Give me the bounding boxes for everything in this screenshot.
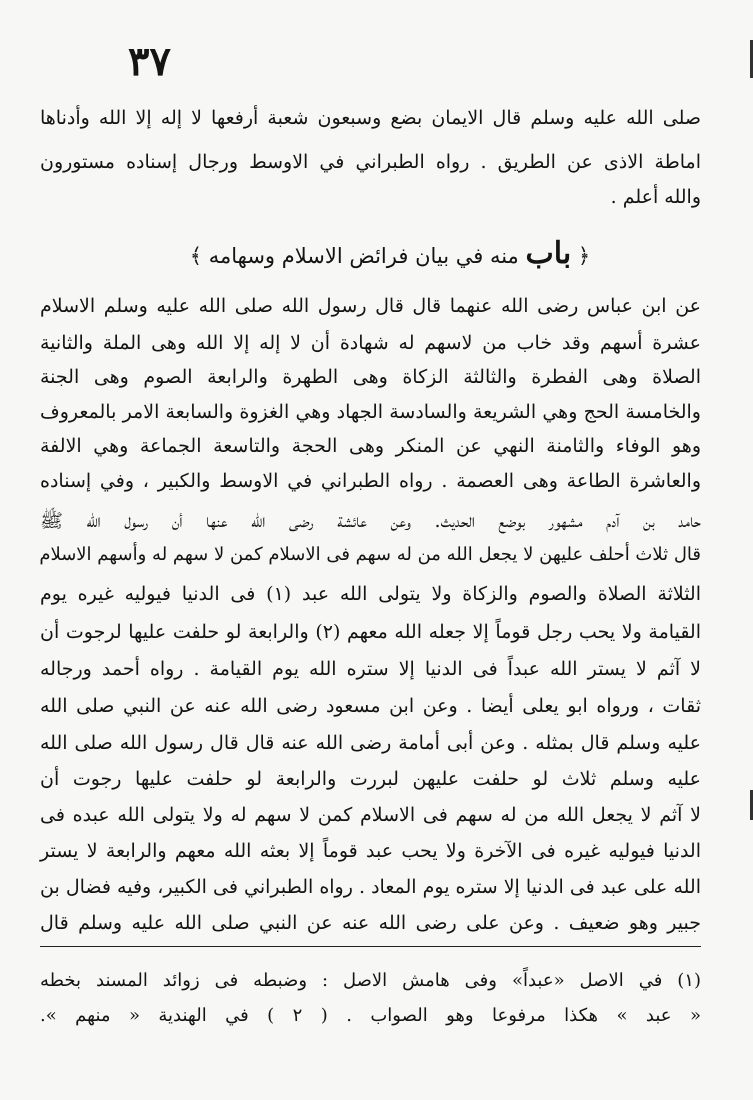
footnote-line-2: « عبد » هكذا مرفوعا وهو الصواب . ( ٢ ) في الهندية « منهم ».: [40, 1005, 701, 1026]
heading-title: منه في بيان فرائض الاسلام وسهامه: [208, 244, 519, 268]
body-line-8: قال ثلاث أحلف عليهن لا يجعل الله من له سهم فى الاسلام كمن لا سهم له وأسهم الاسلام: [39, 544, 701, 565]
body-line-11: لا آثم لا يستر الله عبداً فى الدنيا إلا ستره الله يوم القيامة . رواه أحمد ورجاله: [40, 658, 701, 680]
body-line-6: والعاشرة الطاعة وهى العصمة . رواه الطبراني في الاوسط والكبير ، وفي إسناده: [40, 470, 701, 492]
body-line-3: الصلاة وهى الفطرة والثالثة الزكاة وهى الطهرة والرابعة الصوم وهى الجنة: [40, 366, 701, 388]
body-line-2: عشرة أسهم وقد خاب من لاسهم له شهادة أن لا إله إلا الله وهى الملة والثانية: [40, 332, 701, 354]
intro-line-1: صلى الله عليه وسلم قال الايمان بضع وسبعون شعبة أرفعها لا إله إلا الله وأدناها: [40, 107, 701, 129]
body-line-15: لا آثم لا يجعل الله من له سهم فى الاسلام كمن لا سهم له ولا يتولى الله عبده فى: [40, 804, 701, 826]
footnote-separator: [40, 946, 701, 947]
intro-line-2: اماطة الاذى عن الطريق . رواه الطبراني في الاوسط ورجال إسناده مستورون: [40, 151, 701, 173]
body-line-7: حامد بن آدم مشهور بوضع الحديث. وعن عائشة رضى الله عنها أن رسول الله ﷺ: [40, 510, 701, 532]
body-line-14: عليه وسلم ثلاث لو حلفت عليهن لبررت والرابعة لو حلفت عليها رجوت أن: [40, 768, 701, 790]
footnote-line-1: (١) في الاصل «عبداً» وفى هامش الاصل : وضبطه فى زوائد المسند بخطه: [40, 970, 701, 991]
page-number: ٣٧: [128, 38, 171, 85]
body-line-13: عليه وسلم قال بمثله . وعن أبى أمامة رضى الله عنه قال قال رسول الله صلى الله: [40, 732, 701, 754]
body-line-5: وهو الوفاء والثامنة النهي عن المنكر وهى الحجة والتاسعة الجماعة وهي الالفة: [40, 435, 701, 457]
body-line-1: عن ابن عباس رضى الله عنهما قال قال رسول الله صلى الله عليه وسلم الاسلام: [40, 295, 701, 317]
body-line-18: جبير وهو ضعيف . وعن على رضى الله عنه عن النبي صلى الله عليه وسلم قال: [40, 912, 701, 934]
heading-bab: باب: [525, 236, 572, 271]
body-line-16: الدنيا فيوليه غيره فى الآخرة ولا يحب عبد قوماً إلا بعثه الله معهم والرابعة لا يستر: [40, 840, 701, 862]
body-line-9: الثلاثة الصلاة والصوم والزكاة ولا يتولى الله عبد (١) فى الدنيا فيوليه غيره يوم: [40, 583, 701, 605]
body-line-10: القيامة ولا يحب رجل قوماً إلا جعله الله معهم (٢) والرابعة لو حلفت عليها لرجوت أن: [40, 621, 702, 643]
heading-close-bracket: ﴾: [189, 244, 203, 268]
intro-line-3: والله أعلم .: [610, 186, 701, 208]
body-line-17: الله على عبد فى الدنيا إلا ستره يوم المعاد . رواه الطبراني فى الكبير، وفيه فضال بن: [40, 876, 701, 898]
body-line-12: ثقات ، ورواه ابو يعلى أيضا . وعن ابن مسعود رضى الله عنه عن النبي صلى الله: [40, 695, 701, 717]
body-line-4: والخامسة الحج وهي الشريعة والسادسة الجهاد وهي الغزوة والسابعة الامر بالمعروف: [40, 401, 701, 423]
heading-open-bracket: ﴿: [577, 244, 591, 268]
chapter-heading: [180, 236, 600, 274]
